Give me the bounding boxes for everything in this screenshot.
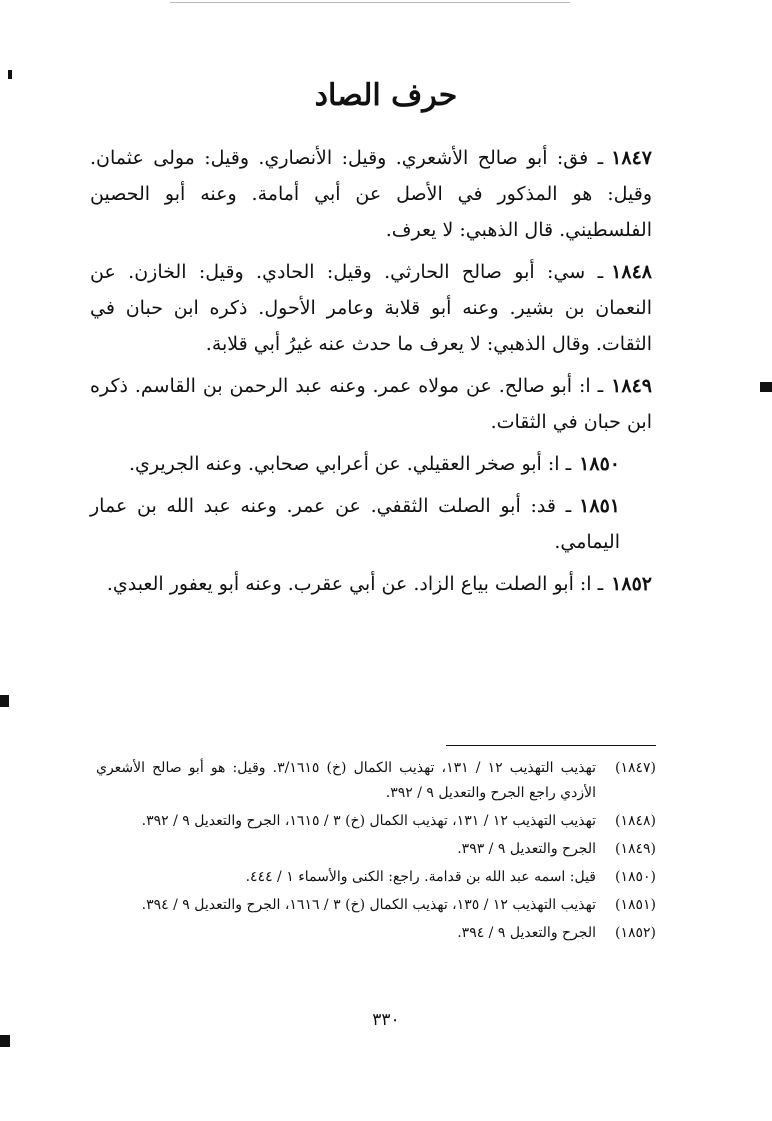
footnote-number: (١٨٥١) [614, 897, 656, 913]
entry-number: ١٨٥٢ [611, 573, 652, 595]
entry-number: ١٨٤٧ [611, 147, 652, 169]
footnotes [96, 745, 656, 949]
footnote [96, 837, 656, 862]
entry-number: ١٨٥١ [579, 495, 620, 517]
entry-text: ـ فق: أبو صالح الأشعري. وقيل: الأنصاري. وقيل: مولى عثمان. وقيل: هو المذكور في الأصل عن أبي أمامة. وعنه أبو الحصين الفلسطيني. قال الذهبي: لا يعرف. [90, 147, 652, 241]
footnote [96, 809, 656, 834]
entry [90, 488, 652, 560]
footnote-rule [446, 745, 656, 746]
entry-number: ١٨٤٩ [611, 375, 652, 397]
entry [90, 140, 652, 248]
entry [90, 566, 652, 602]
page-title: حرف الصاد [314, 78, 458, 113]
entry-text: ـ ا: أبو صالح. عن مولاه عمر. وعنه عبد الرحمن بن القاسم. ذكره ابن حبان في الثقات. [90, 375, 652, 433]
footnote-text: تهذيب التهذيب ١٢ / ١٣١، تهذيب الكمال (خ) ٣/١٦١٥. وقيل: هو أبو صالح الأشعري الأزدي راجع الجرح والتعديل ٩ / ٣٩٢. [96, 760, 596, 801]
entry-text: ـ سي: أبو صالح الحارثي. وقيل: الحادي. وقيل: الخازن. عن النعمان بن بشير. وعنه أبو قلابة وعامر الأحول. ذكره ابن حبان في الثقات. وقال الذهبي: لا يعرف ما حدث عنه غيرُ أبي قلابة. [90, 261, 652, 355]
footnote-number: (١٨٤٧) [614, 760, 656, 776]
scan-top-line [170, 2, 570, 3]
page-number: ٣٣٠ [372, 1010, 400, 1030]
entry-number: ١٨٥٠ [579, 453, 620, 475]
footnote-number: (١٨٥٠) [614, 869, 656, 885]
entry [90, 446, 652, 482]
entry [90, 368, 652, 440]
footnote-text: قيل: اسمه عبد الله بن قدامة. راجع: الكنى والأسماء ١ / ٤٤٤. [245, 869, 596, 885]
footnote [96, 756, 656, 806]
footnote-text: الجرح والتعديل ٩ / ٣٩٤. [457, 925, 596, 941]
entry-text: ـ ا: أبو صخر العقيلي. عن أعرابي صحابي. وعنه الجريري. [128, 453, 572, 475]
footnote-text: تهذيب التهذيب ١٢ / ١٣١، تهذيب الكمال (خ) ٣ / ١٦١٥، الجرح والتعديل ٩ / ٣٩٢. [141, 813, 596, 829]
footnote [96, 865, 656, 890]
entry [90, 254, 652, 362]
footnote [96, 921, 656, 946]
footnote-number: (١٨٤٨) [614, 813, 656, 829]
footnote [96, 893, 656, 918]
margin-mark [0, 1035, 10, 1047]
footnote-text: الجرح والتعديل ٩ / ٣٩٣. [457, 841, 596, 857]
entry-text: ـ قد: أبو الصلت الثقفي. عن عمر. وعنه عبد الله بن عمار اليمامي. [90, 495, 620, 553]
margin-mark [760, 382, 772, 392]
entries-list [90, 140, 652, 608]
entry-text: ـ ا: أبو الصلت بياع الزاد. عن أبي عقرب. وعنه أبو يعفور العبدي. [106, 573, 604, 595]
footnote-number: (١٨٥٢) [614, 925, 656, 941]
footnote-text: تهذيب التهذيب ١٢ / ١٣٥، تهذيب الكمال (خ) ٣ / ١٦١٦، الجرح والتعديل ٩ / ٣٩٤. [141, 897, 596, 913]
footnote-number: (١٨٤٩) [614, 841, 656, 857]
margin-mark [0, 695, 9, 707]
entry-number: ١٨٤٨ [611, 261, 652, 283]
